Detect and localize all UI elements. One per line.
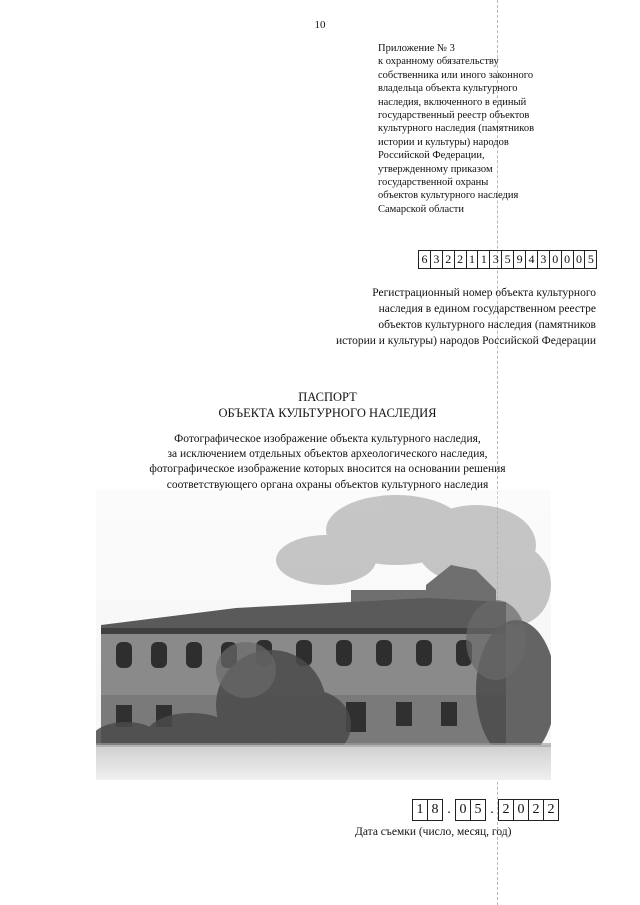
date-day (412, 799, 443, 821)
registration-caption-line: истории и культуры) народов Российской Федерации (335, 335, 596, 347)
appendix-line: государственный реестр объектов (378, 110, 530, 122)
registration-caption-line: Регистрационный номер объекта культурного (372, 287, 596, 299)
date-caption: Дата съемки (число, месяц, год) (355, 826, 512, 838)
page-number: 10 (314, 19, 326, 31)
date-year (498, 799, 559, 821)
title-line-1: ПАСПОРТ (298, 390, 357, 404)
date-month (455, 799, 486, 821)
date-digit: 2 (529, 800, 544, 820)
date-digit: 2 (499, 800, 514, 820)
registration-digit: 4 (526, 251, 538, 268)
shooting-date-boxes (412, 799, 559, 821)
building-photo (96, 490, 551, 780)
photo-note-line: фотографическое изображение которых вносится на основании решения (149, 463, 506, 476)
registration-caption-line: объектов культурного наследия (памятников (378, 319, 596, 331)
appendix-line: государственной охраны (378, 177, 489, 189)
registration-caption-line: наследия в едином государственном реестре (378, 303, 596, 315)
appendix-block (378, 42, 608, 216)
appendix-line: наследия, включенного в единый (378, 96, 527, 108)
date-digit: 5 (474, 802, 482, 817)
registration-digit: 2 (455, 251, 467, 268)
appendix-line: объектов культурного наследия (378, 190, 519, 202)
registration-digit: 3 (538, 251, 550, 268)
appendix-line: утвержденному приказом (378, 163, 493, 175)
appendix-line: Самарской области (378, 203, 464, 215)
registration-digit: 1 (467, 251, 479, 268)
appendix-line: культурного наследия (памятников (378, 123, 535, 135)
registration-digit: 0 (574, 251, 586, 268)
photo-note-line: соответствующего органа охраны объектов культурного наследия (166, 478, 489, 491)
appendix-line: владельца объекта культурного (378, 83, 518, 95)
date-digit: 0 (456, 800, 471, 820)
registration-digit: 2 (443, 251, 455, 268)
registration-caption (196, 285, 596, 349)
registration-number-boxes (418, 250, 597, 269)
photo-note-line: Фотографическое изображение объекта культурного наследия, (174, 433, 481, 445)
registration-digit: 5 (587, 252, 594, 266)
title-line-2: ОБЪЕКТА КУЛЬТУРНОГО НАСЛЕДИЯ (218, 406, 437, 420)
registration-digit: 3 (431, 251, 443, 268)
registration-digit: 3 (490, 251, 502, 268)
appendix-line: Российской Федерации, (378, 150, 485, 162)
appendix-line: истории и культуры) народов (378, 136, 509, 148)
registration-digit: 0 (550, 251, 562, 268)
photo-note-line: за исключением отдельных объектов археологического наследия, (167, 448, 488, 461)
registration-digit: 0 (562, 251, 574, 268)
date-digit: 0 (514, 800, 529, 820)
appendix-line: Приложение № 3 (378, 43, 455, 54)
registration-digit: 5 (502, 251, 514, 268)
passport-title (0, 389, 640, 421)
date-digit: 2 (547, 802, 555, 817)
date-separator: . (490, 802, 494, 817)
registration-digit: 9 (514, 251, 526, 268)
appendix-line: собственника или иного законного (378, 69, 534, 81)
date-digit: 1 (413, 800, 428, 820)
appendix-line: к охранному обязательству (378, 56, 499, 68)
registration-digit: 1 (478, 251, 490, 268)
photo-note (0, 432, 640, 493)
date-separator: . (447, 802, 451, 817)
date-digit: 8 (431, 802, 439, 817)
registration-digit: 6 (419, 251, 431, 268)
